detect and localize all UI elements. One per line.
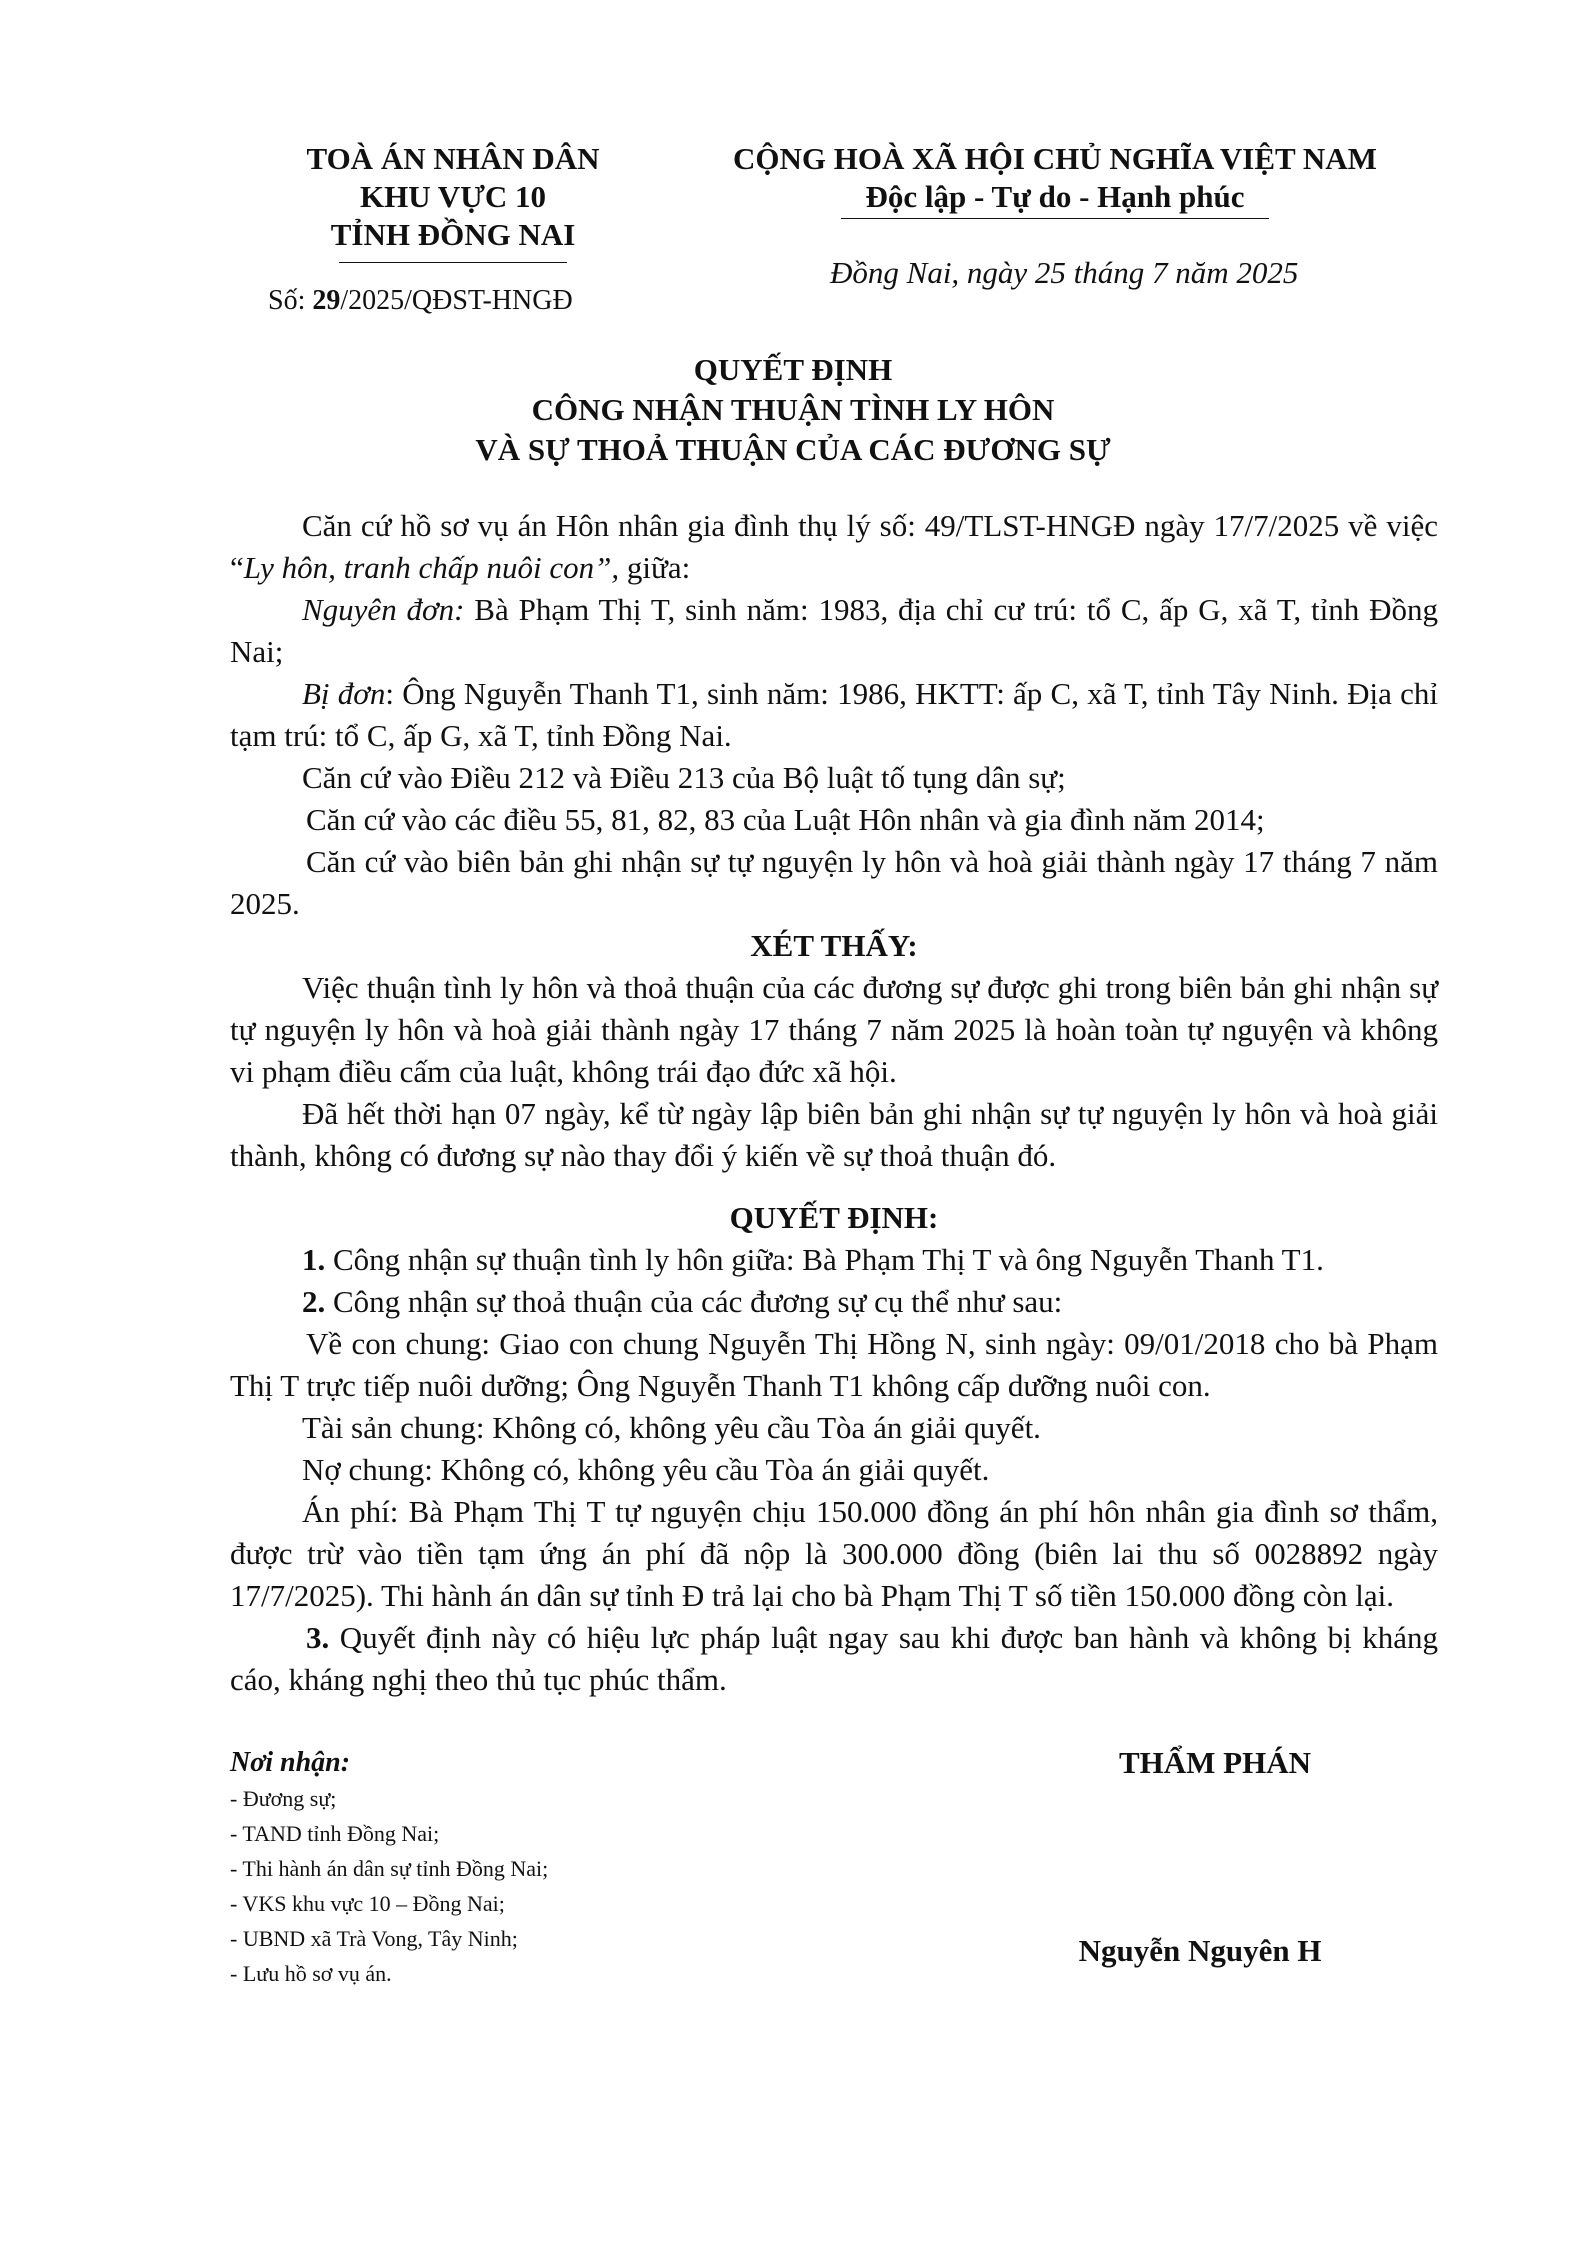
decision-item-2 — [230, 1281, 1438, 1323]
basis-case-file-tail: giữa: — [619, 550, 691, 585]
defendant-paragraph — [230, 673, 1438, 757]
decision-heading: QUYẾT ĐỊNH: — [729, 1200, 939, 1235]
document-number-suffix: /2025/QĐST-HNGĐ — [340, 285, 573, 316]
court-name-line3: TỈNH ĐỒNG NAI — [330, 217, 576, 252]
document-number — [268, 285, 573, 317]
issue-date: Đồng Nai, ngày 25 tháng 7 năm 2025 — [830, 255, 1299, 290]
decision-item-1 — [230, 1239, 1438, 1281]
title-line3: VÀ SỰ THOẢ THUẬN CỦA CÁC ĐƯƠNG SỰ — [475, 432, 1111, 467]
joint-debts-paragraph: Nợ chung: Không có, không yêu cầu Tòa án giải quyết. — [302, 1452, 990, 1487]
nation-name: CỘNG HOÀ XÃ HỘI CHỦ NGHĨA VIỆT NAM — [733, 141, 1377, 176]
child-custody-paragraph: Về con chung: Giao con chung Nguyễn Thị Hồng N, sinh ngày: 09/01/2018 cho bà Phạm Thị T trực tiếp nuôi dưỡng; Ông Nguyễn Thanh T1 không cấp dưỡng nuôi con. — [230, 1326, 1438, 1403]
decision-item-2-number: 2. — [302, 1284, 326, 1319]
decision-item-1-number: 1. — [302, 1242, 326, 1277]
judge-title: THẨM PHÁN — [1118, 1745, 1311, 1780]
court-underline — [339, 262, 567, 263]
document-title — [0, 350, 1586, 470]
decision-item-3 — [230, 1617, 1438, 1701]
decision-item-2-text: Công nhận sự thoả thuận của các đương sự cụ thể như sau: — [325, 1284, 1063, 1319]
defendant-text: : Ông Nguyễn Thanh T1, sinh năm: 1986, HKTT: ấp C, xã T, tỉnh Tây Ninh. Địa chỉ tạm trú: tổ C, ấp G, xã T, tỉnh Đồng Nai. — [230, 676, 1438, 753]
plaintiff-text: Bà Phạm Thị T, sinh năm: 1983, địa chỉ cư trú: tổ C, ấp G, xã T, tỉnh Đồng Nai; — [230, 592, 1438, 669]
basis-case-file-text: Căn cứ hồ sơ vụ án Hôn nhân gia đình thụ lý số: 49/TLST-HNGĐ ngày 17/7/2025 về việc “ — [230, 508, 1438, 585]
basis-marriage-law: Căn cứ vào các điều 55, 81, 82, 83 của Luật Hôn nhân và gia đình năm 2014; — [306, 802, 1265, 837]
recipient-item: - UBND xã Trà Vong, Tây Ninh; — [230, 1926, 518, 1951]
plaintiff-label: Nguyên đơn: — [302, 592, 465, 627]
findings-heading: XÉT THẤY: — [750, 928, 918, 963]
recipient-item: - Thi hành án dân sự tỉnh Đồng Nai; — [230, 1856, 549, 1881]
case-subject: Ly hôn, tranh chấp nuôi con”, — [243, 550, 620, 585]
nation-header — [710, 140, 1400, 219]
decision-item-1-text: Công nhận sự thuận tình ly hôn giữa: Bà Phạm Thị T và ông Nguyễn Thanh T1. — [325, 1242, 1324, 1277]
court-header — [228, 140, 678, 263]
decision-item-3-number: 3. — [306, 1620, 330, 1655]
court-fee-paragraph: Án phí: Bà Phạm Thị T tự nguyện chịu 150.000 đồng án phí hôn nhân gia đình sơ thẩm, được trừ vào tiền tạm ứng án phí đã nộp là 300.000 đồng (biên lai thu số 0028892 ngày 17/7/2025). Thi hành án dân sự tỉnh Đ trả lại cho bà Phạm Thị T số tiền 150.000 đồng còn lại. — [230, 1494, 1438, 1613]
plaintiff-paragraph — [230, 589, 1438, 673]
recipients-title: Nơi nhận: — [230, 1747, 351, 1778]
decision-item-3-text: Quyết định này có hiệu lực pháp luật ngay sau khi được ban hành và không bị kháng cáo, kháng nghị theo thủ tục phúc thẩm. — [230, 1620, 1438, 1697]
basis-case-file — [230, 505, 1438, 589]
joint-assets-paragraph: Tài sản chung: Không có, không yêu cầu Tòa án giải quyết. — [302, 1410, 1041, 1445]
recipient-item: - Lưu hồ sơ vụ án. — [230, 1961, 392, 1986]
court-name-line2: KHU VỰC 10 — [360, 179, 546, 214]
document-number-prefix: Số: — [268, 285, 313, 316]
findings-paragraph-1: Việc thuận tình ly hôn và thoả thuận của các đương sự được ghi trong biên bản ghi nhận sự tự nguyện ly hôn và hoà giải thành ngày 17 tháng 7 năm 2025 là hoàn toàn tự nguyện và không vi phạm điều cấm của luật, không trái đạo đức xã hội. — [230, 970, 1438, 1089]
recipient-item: - TAND tỉnh Đồng Nai; — [230, 1821, 440, 1846]
title-line2: CÔNG NHẬN THUẬN TÌNH LY HÔN — [531, 392, 1055, 427]
national-motto: Độc lập - Tự do - Hạnh phúc — [865, 179, 1245, 214]
recipient-item: - VKS khu vực 10 – Đồng Nai; — [230, 1891, 505, 1916]
defendant-label: Bị đơn — [302, 676, 386, 711]
motto-underline — [841, 218, 1269, 219]
judge-name: Nguyễn Nguyên H — [1078, 1933, 1322, 1968]
section-gap — [230, 1177, 1438, 1197]
document-number-value: 29 — [312, 285, 341, 316]
court-name-line1: TOÀ ÁN NHÂN DÂN — [306, 141, 600, 176]
basis-civil-procedure: Căn cứ vào Điều 212 và Điều 213 của Bộ luật tố tụng dân sự; — [302, 760, 1066, 795]
findings-paragraph-2: Đã hết thời hạn 07 ngày, kể từ ngày lập biên bản ghi nhận sự tự nguyện ly hôn và hoà giải thành, không có đương sự nào thay đổi ý kiến về sự thoả thuận đó. — [230, 1096, 1438, 1173]
recipient-item: - Đương sự; — [230, 1786, 337, 1811]
document-body — [230, 505, 1438, 1701]
basis-mediation-record: Căn cứ vào biên bản ghi nhận sự tự nguyện ly hôn và hoà giải thành ngày 17 tháng 7 năm 2025. — [230, 844, 1438, 921]
title-line1: QUYẾT ĐỊNH — [693, 352, 893, 387]
recipients-block — [230, 1745, 750, 1991]
